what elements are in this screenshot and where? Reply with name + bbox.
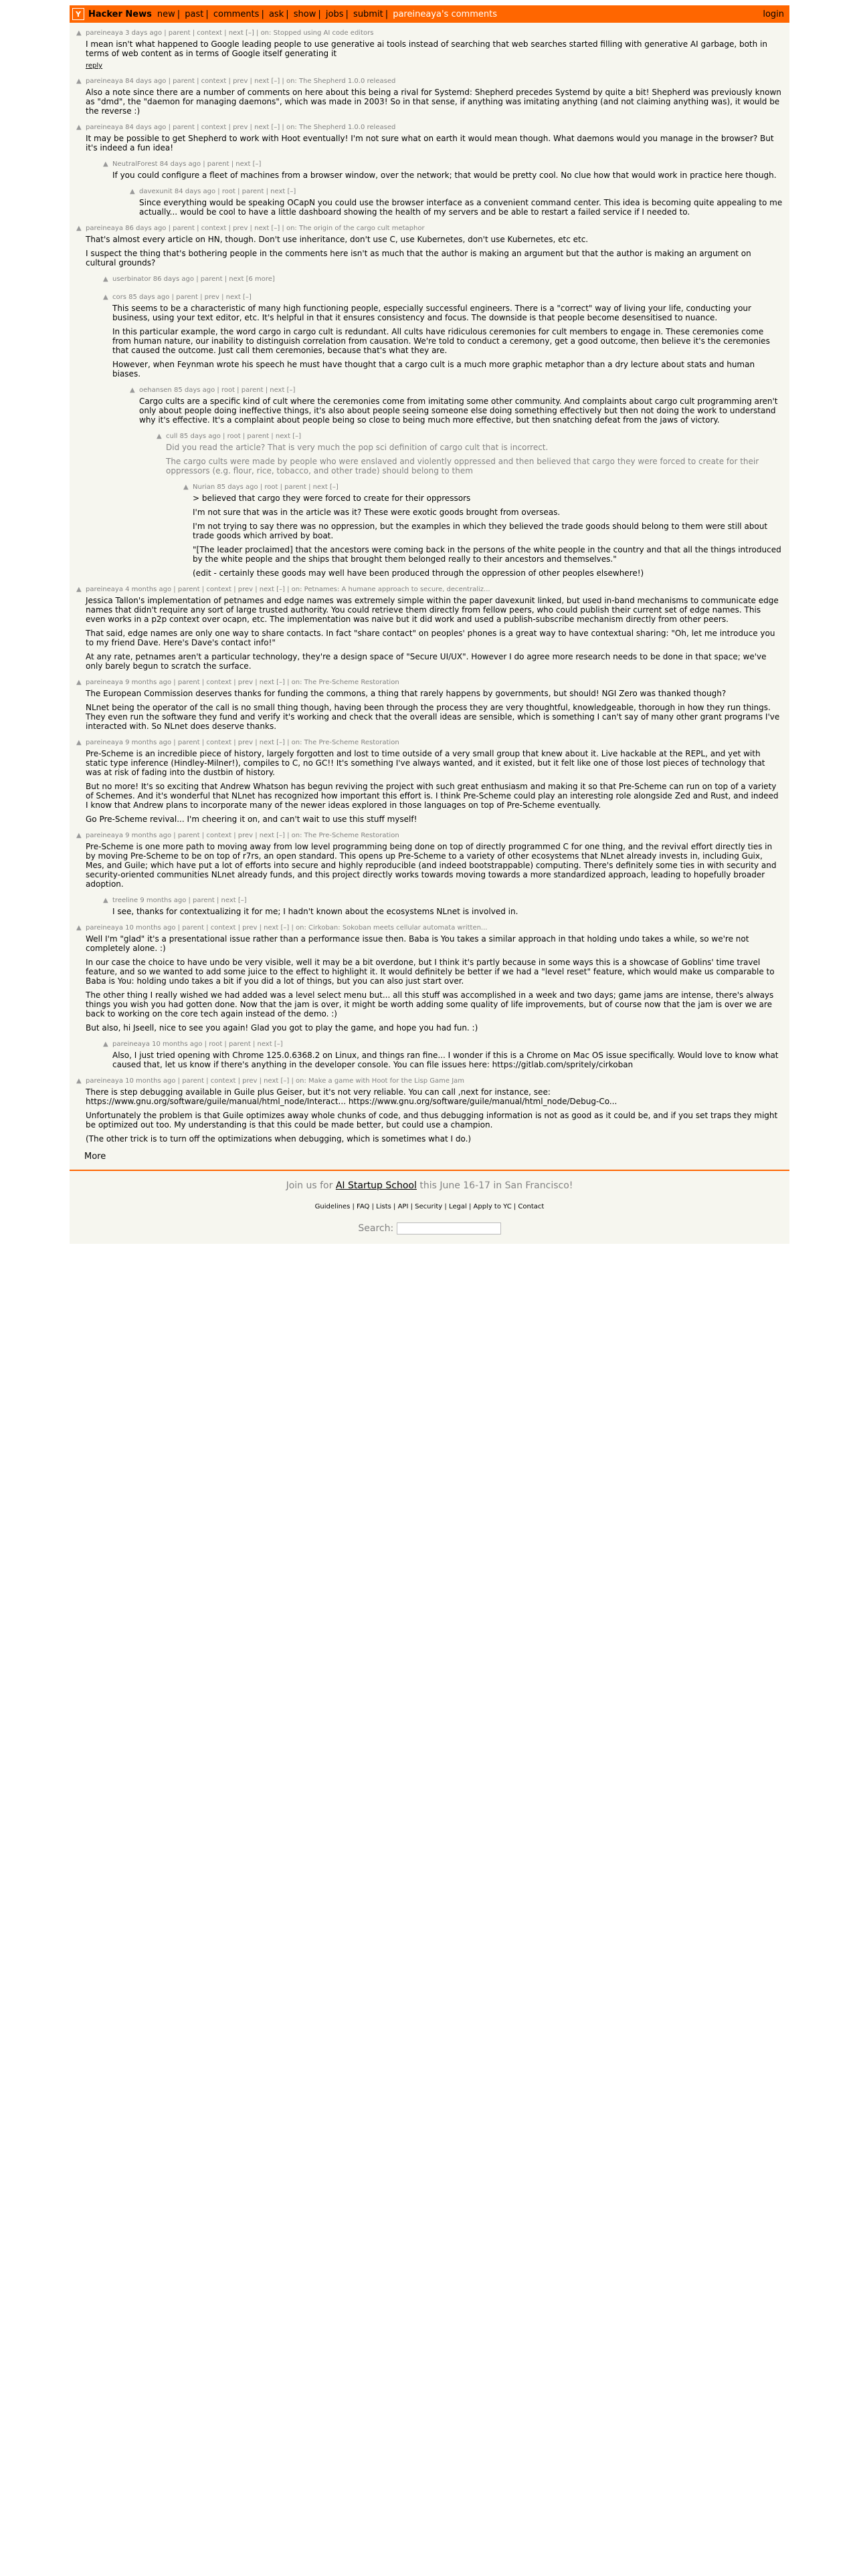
upvote-arrow-icon[interactable]: ▲ [103,1041,108,1048]
comment-body [86,586,783,671]
upvote-arrow-icon[interactable]: ▲ [76,739,82,746]
footer-separator: | [369,1203,377,1210]
upvote-arrow-icon[interactable]: ▲ [183,484,189,491]
footer-link[interactable]: Guidelines [314,1203,351,1210]
comment [76,924,783,1033]
nav-submit[interactable]: submit [353,9,383,19]
yc-suffix: this June 16-17 in San Francisco! [416,1180,573,1191]
footer-separator: | [408,1203,415,1210]
comment [76,586,783,671]
comment-text [166,443,783,475]
upvote-arrow-icon[interactable]: ▲ [103,160,108,168]
nav-show[interactable]: show [293,9,316,19]
yc-announcement [70,1180,789,1191]
footer-link[interactable]: FAQ [357,1203,370,1210]
comment-paragraph: NLnet being the operator of the call is no small thing though, having been through the process they are very thoughtful, knowledgeable, thorough in how they run things. They even run the software they fund and verify it's working and check that the overall ideas are sensible, which is something I can't say of many other grant programs I've interacted with. So NLnet does deserve thanks. [86,703,780,731]
comment-meta[interactable]: pareineaya 10 months ago | root | parent | next [–] [112,1041,283,1048]
footer-separator: | [442,1203,449,1210]
comment-meta[interactable]: davexunit 84 days ago | root | parent | next [–] [139,188,296,195]
comment-meta[interactable]: pareineaya 84 days ago | parent | context | prev | next [–] | on: The Shepherd 1.0.0 released [86,124,396,131]
comment-paragraph: I see, thanks for contextualizing it for me; I hadn't known about the ecosystems NLnet is involved in. [112,907,518,916]
comment-text [139,198,783,217]
comment-meta[interactable]: pareineaya 9 months ago | parent | context | prev | next [–] | on: The Pre-Scheme Restoration [86,832,399,839]
comment-text [86,689,783,731]
comment-text [193,494,783,578]
comment [103,1041,783,1069]
top-bar [70,5,789,23]
footer-link[interactable]: Legal [448,1203,467,1210]
comment-paragraph: I'm not sure that was in the article was it? These were exotic goods brought from overseas. [193,508,561,517]
comment-body [86,832,783,889]
comment-body [86,29,783,70]
comment-paragraph: I mean isn't what happened to Google leading people to use generative ai tools instead of searching that web searches started filling with generative AI garbage, both in terms of web content as in terms of Google itself generating it [86,39,767,58]
comment [76,29,783,70]
comment-paragraph: The cargo cults were made by people who were enslaved and violently oppressed and then believed that cargo they were forced to create for their oppressors (e.g. flour, rice, tobacco, and other trade) should belong to them [166,457,759,475]
comment-meta[interactable]: pareineaya 84 days ago | parent | context | prev | next [–] | on: The Shepherd 1.0.0 released [86,78,396,85]
comment [76,225,783,267]
upvote-arrow-icon[interactable]: ▲ [76,924,82,932]
footer-link[interactable]: API [397,1203,409,1210]
comment [76,832,783,889]
comment-text [86,934,783,1033]
footer-link[interactable]: Apply to YC [473,1203,512,1210]
comment [103,160,783,180]
comment-body [86,739,783,824]
footer-link[interactable]: Contact [518,1203,545,1210]
comment-paragraph: But no more! It's so exciting that Andrew Whatson has begun reviving the project with such great enthusiasm and making it so that Pre-Scheme can run on top of a variety of Schemes. And it's wonderful that NLnet has recognized how important this effort is. I think Pre-Scheme could play an interesting role alongside Zed and Rust, and indeed I know that Andrew plans to incorporate many of the newer ideas explored in those languages on top of Pre-Scheme eventually. [86,782,779,810]
comment [103,276,783,286]
comment [130,387,783,425]
comment-paragraph: > believed that cargo they were forced to create for their oppressors [193,494,471,503]
comment-paragraph: "[The leader proclaimed] that the ancestors were coming back in the persons of the white people in the country and that all the things introduced by the white people and the ships that brought them belonged really to their ancestors and themselves." [193,545,781,564]
comment-paragraph: Pre-Scheme is an incredible piece of history, largely forgotten and lost to time outside of a very small group that knew about it. Live hackable at the REPL, and yet with static type inference (Hindley-Milner!), compiles to C, no GC!! It's something I've always wanted, and it existed, but it felt like one of those lost pieces of technology that was at risk of fading into the dustbin of history. [86,749,765,777]
footer-link[interactable]: Lists [376,1203,391,1210]
comment [157,433,783,475]
comment-text [86,134,783,152]
upvote-arrow-icon[interactable]: ▲ [76,124,82,131]
comment-paragraph: The other thing I really wished we had added was a level select menu but... all this stuff was accomplished in a week and two days; game jams are intense, there's always things you wish you had gotten done. Now that the jam is over, it might be worth adding some quality of life improvements, but of course now that the jam is over we are back to working on the core tech again instead of the demo. :) [86,990,774,1018]
login-link[interactable]: login [763,9,784,19]
comment-meta[interactable]: cull 85 days ago | root | parent | next [–] [166,433,301,440]
comment-text [86,88,783,116]
comment [103,897,783,916]
footer-links [70,1203,789,1210]
comment-meta[interactable]: oehansen 85 days ago | root | parent | next [–] [139,387,296,394]
more-link[interactable]: More [84,1152,106,1162]
footer-link[interactable]: Security [415,1203,443,1210]
comment-paragraph: Did you read the article? That is very much the pop sci definition of cargo cult that is incorrect. [166,443,549,452]
comment-body [166,433,783,475]
comment-meta[interactable]: pareineaya 10 months ago | parent | context | prev | next [–] | on: Make a game with Hoot for the Lisp Game Jam [86,1077,465,1085]
comment-meta[interactable]: treeline 9 months ago | parent | next [–] [112,897,247,904]
comment-paragraph: Well I'm "glad" it's a presentational issue rather than a performance issue then. Baba is You takes a similar approach in that holding undo takes a while, so we're not completely alone. :) [86,934,749,953]
nav-ask[interactable]: ask [268,9,284,19]
comment-paragraph: (edit - certainly these goods may well have been produced through the oppression of other peoples elsewhere!) [193,568,644,578]
comment-paragraph: At any rate, petnames aren't a particular technology, they're a design space of "Secure UI/UX". However I do agree more research needs to be done in that space; we've only barely begun to scratch the surface. [86,652,767,671]
upvote-arrow-icon[interactable]: ▲ [103,897,108,904]
upvote-arrow-icon[interactable]: ▲ [130,188,135,195]
comment-meta[interactable]: pareineaya 9 months ago | parent | context | prev | next [–] | on: The Pre-Scheme Restoration [86,739,399,746]
comment-paragraph: Also, I just tried opening with Chrome 125.0.6368.2 on Linux, and things ran fine... I wonder if this is a Chrome on Mac OS issue specifically. Would love to know what caused that, let us know if there's anything in the developer console. You can file issues here: https://gitlab.com/spritely/cirkoban [112,1051,779,1069]
comment-paragraph: In our case the choice to have undo be very visible, well it may be a bit overdone, but I think it's partly because in some ways this is a showcase of Goblins' time travel feature, and so we wanted to add some juice to the effect to highlight it. It would definitely be better if we had a "level reset" feature, which would make us comparable to Baba is You: holding undo takes a bit if you did a lot of things, but you can also just start over. [86,958,775,986]
footer-separator: | [466,1203,474,1210]
comment-text [86,842,783,889]
comment-paragraph: In this particular example, the word cargo in cargo cult is redundant. All cults have ridiculous ceremonies for cult members to engage in. These ceremonies come from human nature, our inability to distinguish correlation from causation. We're told to conduct a ceremony, get a good outcome, then believe it's the ceremonies that caused the outcome. Just call them ceremonies, because that's what they are. [112,327,770,355]
comment [76,1077,783,1144]
footer-separator: | [350,1203,357,1210]
comment-text [86,596,783,671]
comment [76,124,783,152]
comment-text [112,304,783,379]
nav-new[interactable]: new [157,9,175,19]
comment [183,484,783,578]
comment-body [112,276,783,286]
comment-paragraph: Unfortunately the problem is that Guile optimizes away whole chunks of code, and thus debugging information is not as good as it could be, and if you set traps they might be optimized out too. My understanding is that this could be made better, but could use a champion. [86,1111,778,1130]
comment-paragraph: There is step debugging available in Guile plus Geiser, but it's not very reliable. You can call ,next for instance, see: https://www.gnu.org/software/guile/manual/html_node/Interact... https://www.gnu.org/software/guile/manual/html_node/Debug-Co... [86,1087,617,1106]
comment-paragraph: Go Pre-Scheme revival... I'm cheering it on, and can't wait to use this stuff myself! [86,815,417,824]
upvote-arrow-icon[interactable]: ▲ [76,78,82,85]
upvote-arrow-icon[interactable]: ▲ [76,679,82,686]
comment-paragraph: Also a note since there are a number of comments on here about this being a rival for Systemd: Shepherd precedes Systemd by quite a bit! Shepherd was previously known as "dmd", the "daemon for managing daemons", which was made in 2003! So in that sense, if anything was imitating anything (and not claiming anything was), it would be the reverse :) [86,88,781,116]
comment-paragraph: This seems to be a characteristic of many high functioning people, especially successful engineers. There is a "correct" way of living your life, conducting your business, using your text editor, etc. It's helpful in that it ensures consistency and focus. The downside is that people become desensitised to nuance. [112,304,751,322]
reply-link[interactable]: reply [86,62,103,70]
comment-body [86,78,783,116]
comment-body [112,160,783,180]
upvote-arrow-icon[interactable]: ▲ [103,294,108,301]
comment-meta[interactable]: pareineaya 10 months ago | parent | context | prev | next [–] | on: Cirkoban: Sokoban meets cellular automata written... [86,924,488,932]
comment-body [139,188,783,217]
comment-paragraph: Jessica Tallon's implementation of petnames and edge names was extremely simple within the paper davexunit linked, but used in-band mechanisms to communicate edge names that didn't require any sort of large trusted authority. You could retrieve them directly from fellow peers, who could publish their current set of edge names. This even works in a p2p context over ocapn, etc. The implementation was naive but it did work and used a publish-subscribe mechanism directly from other peers. [86,596,779,624]
comment-body [86,679,783,731]
comment-paragraph: It may be possible to get Shepherd to work with Hoot eventually! I'm not sure what on earth it would mean though. What daemons would you manage in the browser? But it's indeed a fun idea! [86,134,774,152]
comment-body [193,484,783,578]
comment-text [86,235,783,267]
nav-past[interactable]: past [185,9,204,19]
comment-paragraph: That's almost every article on HN, though. Don't use inheritance, don't use C, use Kubernetes, don't use Kubernetes, etc etc. [86,235,589,244]
site-name[interactable]: Hacker News [88,9,152,19]
comment-body [139,387,783,425]
comment-text [139,397,783,425]
comment-body [86,924,783,1033]
comment-text [112,171,783,180]
upvote-arrow-icon[interactable]: ▲ [76,225,82,232]
comment-paragraph: That said, edge names are only one way to share contacts. In fact "share contact" on peoples' phones is a great way to have contextual sharing: "Oh, let me introduce you to my friend Dave. Here's Dave's contact info!" [86,629,775,647]
nav-jobs[interactable]: jobs [325,9,344,19]
current-page-title: pareineaya's comments [393,9,497,19]
footer [70,1170,789,1244]
footer-separator: | [391,1203,398,1210]
upvote-arrow-icon[interactable]: ▲ [76,1077,82,1085]
search-label: Search: [358,1223,394,1234]
comment-meta[interactable]: NeutralForest 84 days ago | parent | next [–] [112,160,262,168]
upvote-arrow-icon[interactable]: ▲ [130,387,135,394]
comment-meta[interactable]: pareineaya 9 months ago | parent | context | prev | next [–] | on: The Pre-Scheme Restoration [86,679,399,686]
comment-body [86,124,783,152]
comment [76,78,783,116]
comment-meta[interactable]: cors 85 days ago | parent | prev | next [–] [112,294,252,301]
comment-meta[interactable]: Nurian 85 days ago | root | parent | next [–] [193,484,339,491]
comment-paragraph: I suspect the thing that's bothering people in the comments here isn't as much that the author is making an argument but that the author is making an argument on cultural grounds? [86,249,751,267]
comment-body [86,1077,783,1144]
comment-text [112,1051,783,1069]
comment-meta[interactable]: pareineaya 4 months ago | parent | context | prev | next [–] | on: Petnames: A humane approach to secure, decentraliz... [86,586,490,593]
comment [76,679,783,731]
search-form [70,1222,789,1235]
comment-text [86,39,783,58]
comment-meta[interactable]: pareineaya 86 days ago | parent | context | prev | next [–] | on: The origin of the cargo cult metaphor [86,225,425,232]
yc-prefix: Join us for [286,1180,336,1191]
comment-list [70,23,789,1144]
y-logo-icon[interactable]: Y [72,8,84,20]
comment-paragraph: (The other trick is to turn off the optimizations when debugging, which is sometimes what I do.) [86,1134,472,1144]
upvote-arrow-icon[interactable]: ▲ [157,433,162,440]
comment-text [86,1087,783,1144]
comment-paragraph: The European Commission deserves thanks for funding the commons, a thing that rarely happens by governments, but should! NGI Zero was thanked though? [86,689,727,698]
comment [76,739,783,824]
comment-body [112,294,783,379]
comment-body [86,225,783,267]
comment-text [86,749,783,824]
nav-comments[interactable]: comments [213,9,260,19]
comment-paragraph: I'm not trying to say there was no oppression, but the examples in which they believed the trade goods should belong to them were still about trade goods which arrived by boat. [193,522,768,540]
comment-paragraph: If you could configure a fleet of machines from a browser window, over the network; that would be pretty cool. No clue how that would work in practice here though. [112,171,777,180]
comment-text [112,907,783,916]
comment-meta[interactable]: pareineaya 3 days ago | parent | context | next [–] | on: Stopped using AI code editors [86,29,374,37]
comment-paragraph: However, when Feynman wrote his speech he must have thought that a cargo cult is a much more graphic metaphor than a dry lecture about stats and human biases. [112,360,755,379]
comment-paragraph: Pre-Scheme is one more path to moving away from low level programming being done on top of directly programmed C for one thing, and the revival effort directly ties in by moving Pre-Scheme to be on top of r7rs, an open standard. This opens up Pre-Scheme to a variety of other ecosystems that NLnet already invests in, including Guix, Mes, and Guile; which have put a lot of efforts into secure and highly reproducible (and indeed bootstrappable) computing. There's definitely some ties in with security and security-oriented communities NLnet already funds, and this project directly works towards moving towards a more standardized approach, leading to hopefully broader adoption. [86,842,777,889]
upvote-arrow-icon[interactable]: ▲ [76,586,82,593]
hn-main [70,5,789,1244]
comment-paragraph: Cargo cults are a specific kind of cult where the ceremonies come from imitating some other community. And complaints about cargo cult programming aren't only about people doing ineffective things, it's also about people seeing someone else doing something effectively but then not doing the work to understand why it's effective. It's a complaint about people being so close to being much more effective, but then snatching defeat from the jaws of victory. [139,397,778,425]
yc-link[interactable]: AI Startup School [335,1180,417,1191]
comment-paragraph: Since everything would be speaking OCapN you could use the browser interface as a convenient command center. This idea is becoming quite appealing to me actually... would be cool to have a little dashboard showing the health of my servers and be able to restart a failed service if I needed to. [139,198,783,217]
upvote-arrow-icon[interactable]: ▲ [76,29,82,37]
comment-body [112,897,783,916]
comment [130,188,783,217]
nav-links: new | past | comments | ask | show | jobs | submit | pareineaya's comments [157,9,497,19]
comment-meta[interactable]: userbinator 86 days ago | parent | next [6 more] [112,276,275,283]
footer-separator: | [511,1203,518,1210]
upvote-arrow-icon[interactable]: ▲ [76,832,82,839]
comment-paragraph: But also, hi Jseell, nice to see you again! Glad you got to play the game, and hope you had fun. :) [86,1023,478,1033]
comment-body [112,1041,783,1069]
upvote-arrow-icon[interactable]: ▲ [103,276,108,283]
search-input[interactable] [397,1222,501,1235]
comment [103,294,783,379]
